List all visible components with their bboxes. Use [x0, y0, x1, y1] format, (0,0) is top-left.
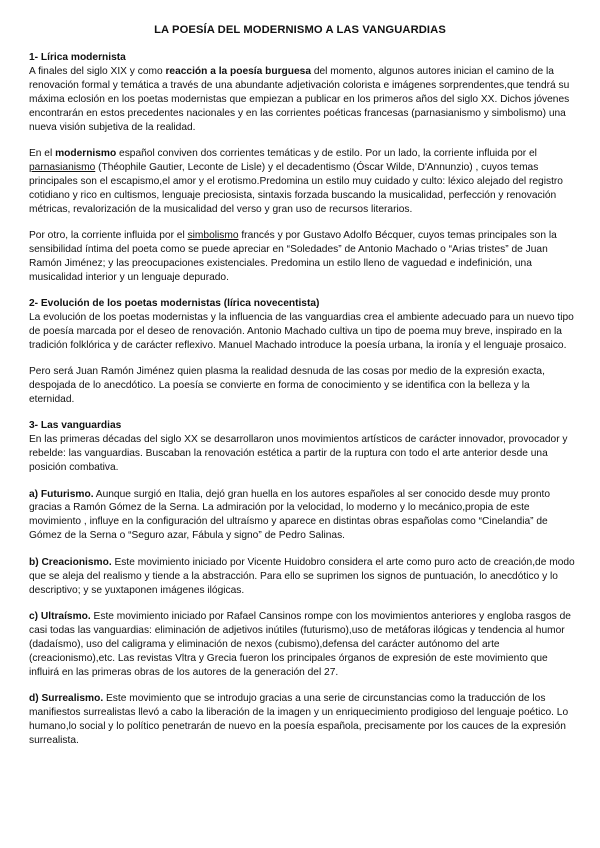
- text-run: del momento, algunos autores inician el camino de la renovación formal y temática a través de una abundante adjetivación colorista e imágenes sorprendentes,que tendrá su máxima eclosión en los poetas modernistas que empiezan a publicar en los primeros años del siglo XX. Dichos jóvenes encontrarán en estos precedentes nacionales y en las corrientes poéticas francesas (parnasianismo y simbolismo) una nueva visión subjetiva de la realidad.: [29, 65, 570, 133]
- section-3-paragraph-1: En las primeras décadas del siglo XX se desarrollaron unos movimientos artísticos de carácter innovador, provocador y rebelde: las vanguardias. Buscaban la renovación estética a partir de la ruptura con todo el arte anterior desde una posición combativa.: [29, 434, 568, 474]
- text-run: Aunque surgió en Italia, dejó gran huella en los autores españoles al ser conocido desde muy pronto gracias a Ramón Gómez de la Serna. La admiración por la velocidad, lo moderno y lo mecánico,propia de este movimiento , influye en la configuración del ultraísmo y aparece en distintas obras españolas como “Cinelandia” de Gómez de la Serna o “Seguro azar, Fábula y signo” de Pedro Salinas.: [29, 488, 551, 542]
- bold-text: d) Surrealismo.: [29, 692, 104, 704]
- bold-text: a) Futurismo.: [29, 488, 94, 500]
- text-run: español conviven dos corrientes temáticas y de estilo. Por un lado, la corriente influida por el: [116, 147, 537, 159]
- section-2-paragraph-1: La evolución de los poetas modernistas y la influencia de las vanguardias crea el ambiente adecuado para un nuevo tipo de poesía marcada por el deseo de renovación. Antonio Machado cultiva un tipo de poema muy breve, inspirado en la tradición folklórica y de carácter reflexivo. Manuel Machado introduce la poesía urbana, la ironía y el lenguaje prosaico.: [29, 312, 574, 351]
- text-run: A finales del siglo XIX y como: [29, 65, 166, 77]
- section-1-heading: 1- Lírica modernista: [29, 52, 126, 63]
- text-run: Por otro, la corriente influida por el: [29, 229, 188, 241]
- document-title: LA POESÍA DEL MODERNISMO A LAS VANGUARDIAS: [154, 24, 446, 36]
- document-body: [29, 51, 577, 748]
- section-2-paragraph-2: Pero será Juan Ramón Jiménez quien plasma la realidad desnuda de las cosas por medio de la expresión exacta, despojada de lo anecdótico. La poesía se convierte en forma de conocimiento y se identifica con la belleza y la eternidad.: [29, 366, 545, 406]
- text-run: (Théophile Gautier, Leconte de Lisle) y el decadentismo (Óscar Wilde, D'Annunzio) , cuyos temas principales son el escapismo,el amor y el erotismo.Predomina un estilo muy cuidado y culto: léxico alejado del registro cotidiano y rico en cultismos, lenguaje preciosista, sintaxis forzada buscando la musicalidad, perfección y renovación métricas, revalorización de la musicalidad del verso y gran uso de recursos literarios.: [29, 161, 563, 215]
- underlined-text: parnasianismo: [29, 161, 96, 173]
- text-run: Este movimiento iniciado por Vicente Huidobro considera el arte como puro acto de creación,de modo que se aleja del realismo y tiende a la abstracción. Para ello se suprimen los signos de puntuación, lo anecdótico y lo descriptivo; y se yuxtaponen imágenes ilógicas.: [29, 556, 575, 596]
- creacionismo-paragraph: [29, 556, 577, 598]
- bold-text: reacción a la poesía burguesa: [165, 65, 311, 77]
- section-3-heading: 3- Las vanguardias: [29, 420, 122, 432]
- section-1-paragraph-1: [29, 65, 577, 135]
- text-run: francés y por Gustavo Adolfo Bécquer, cuyos temas principales son la sensibilidad íntima del poeta como se puede apreciar en “Soledades” de Antonio Machado o “Arias tristes” de Juan Ramón Jiménez; y las preocupaciones existenciales. Predomina un estilo lleno de vaguedad e indefinición, una musicalidad interior y un lenguaje depurado.: [29, 229, 557, 283]
- section-1-paragraph-2: [29, 147, 577, 217]
- section-2-heading: 2- Evolución de los poetas modernistas (lírica novecentista): [29, 298, 320, 310]
- futurismo-paragraph: [29, 488, 577, 544]
- bold-text: b) Creacionismo.: [29, 556, 112, 568]
- ultraismo-paragraph: [29, 610, 577, 680]
- text-run: Este movimiento iniciado por Rafael Cansinos rompe con los movimientos anteriores y engloba rasgos de casi todas las vanguardias: eliminación de adjetivos inútiles (futurismo),uso de metáforas ilógicas y tendencia al humor (dadaísmo), uso del caligrama y eliminación de nexos (cubismo),defensa del carácter autónomo del arte (creacionismo),etc. Las revistas Vltra y Grecia fueron los principales órganos de expresión de este movimiento que influirá en las primeras obras de los autores de la generación del 27.: [29, 610, 571, 678]
- surrealismo-paragraph: [29, 692, 577, 748]
- underlined-text: simbolismo: [187, 229, 239, 241]
- bold-text: c) Ultraísmo.: [29, 610, 91, 622]
- text-run: Este movimiento que se introdujo gracias a una serie de circunstancias como la traducción de los manifiestos surrealistas llevó a cabo la liberación de la imagen y un enriquecimiento prodigioso del lenguaje poético. Lo humano,lo social y lo político penetrarán de nuevo en la poesía española, precisamente por los cauces de la expresión surrealista.: [29, 692, 569, 746]
- section-1-paragraph-3: [29, 229, 577, 285]
- bold-text: modernismo: [55, 147, 117, 159]
- text-run: En el: [29, 147, 56, 159]
